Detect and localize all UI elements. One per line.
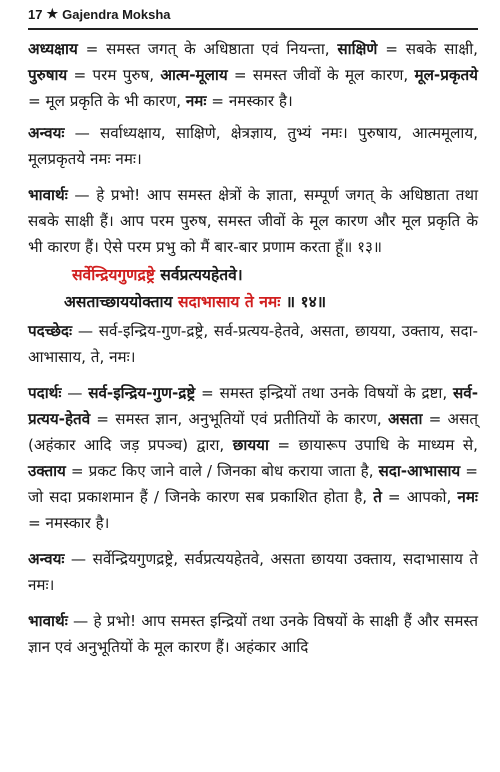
- bhavarth-paragraph-13: [28, 182, 478, 260]
- text-run: —: [61, 384, 89, 402]
- text-run: = समस्त ज्ञान, अनुभूतियों एवं प्रतीतियों के कारण,: [90, 410, 388, 428]
- text-run: — सर्व-इन्द्रिय-गुण-द्रष्ट्रे, सर्व-प्रत्यय-हेतवे, असता, छायया, उक्ताय, सदा-आभासाय, ते, नमः।: [28, 322, 478, 366]
- bold-term: अन्वयः: [28, 124, 65, 142]
- verse-line-1: [28, 262, 478, 289]
- bold-term: असताच्छाययोक्ताय: [64, 293, 178, 311]
- highlighted-verse-text: सर्वेन्द्रियगुणद्रष्ट्रे: [72, 266, 155, 284]
- book-title: Gajendra Moksha: [62, 6, 171, 22]
- text-run: = परम पुरुष,: [67, 66, 161, 84]
- anvaya-paragraph-13: [28, 120, 478, 172]
- bold-term: छायया: [232, 436, 269, 454]
- text-run: = समस्त इन्द्रियों तथा उनके विषयों के द्रष्टा,: [195, 384, 453, 402]
- text-run: = जो सदा प्रकाशमान हैं / जिनके कारण सब प्रकाशित होता है,: [28, 462, 478, 506]
- bold-term: नमः: [185, 92, 207, 110]
- bold-term: अध्यक्षाय: [28, 40, 78, 58]
- bold-term: भावार्थः: [28, 186, 68, 204]
- bold-term: ते: [373, 488, 382, 506]
- text-run: — सर्वेन्द्रियगुणद्रष्ट्रे, सर्वप्रत्ययहेतवे, असता छायया उक्ताय, सदाभासाय ते नमः।: [28, 550, 478, 594]
- bold-term: मूल-प्रकृतये: [414, 66, 478, 84]
- text-run: — हे प्रभो! आप समस्त क्षेत्रों के ज्ञाता, सम्पूर्ण जगत् के अधिष्ठाता तथा सबके साक्षी हैं। आप परम पुरुष, समस्त जीवों के मूल कारण और मूल प्रकृति के भी कारण हैं। ऐसे परम प्रभु को मैं बार-बार प्रणाम करता हूँ॥ १३॥: [28, 186, 478, 256]
- bold-term: साक्षिणे: [337, 40, 378, 58]
- text-run: = आपको,: [381, 488, 458, 506]
- verse-14: [28, 262, 478, 316]
- text-run: = मूल प्रकृति के भी कारण,: [28, 92, 186, 110]
- bold-term: असता: [387, 410, 423, 428]
- text-run: = प्रकट किए जाने वाले / जिनका बोध कराया जाता है,: [65, 462, 379, 480]
- text-run: = नमस्कार है।: [28, 514, 110, 532]
- padarth-paragraph: [28, 380, 478, 536]
- bold-term: पुरुषाय: [28, 66, 68, 84]
- bold-term: सर्वप्रत्ययहेतवे।: [154, 266, 243, 284]
- bhavarth-paragraph-14: [28, 608, 478, 660]
- text-run: = सबके साक्षी,: [377, 40, 478, 58]
- text-run: = नमस्कार है।: [206, 92, 293, 110]
- bold-term: आत्म-मूलाय: [160, 66, 228, 84]
- anvaya-paragraph-14: [28, 546, 478, 598]
- bold-term: पदच्छेदः: [28, 322, 73, 340]
- text-run: = छायारूप उपाधि के माध्यम से,: [268, 436, 478, 454]
- text-run: — सर्वाध्यक्षाय, साक्षिणे, क्षेत्रज्ञाय, तुभ्यं नमः। पुरुषाय, आत्ममूलाय, मूलप्रकृतये नमः नमः।: [28, 124, 478, 168]
- text-run: = समस्त जीवों के मूल कारण,: [227, 66, 415, 84]
- bold-term: पदार्थः: [28, 384, 62, 402]
- bold-term: सर्व-प्रत्यय-हेतवे: [28, 384, 478, 428]
- verse-line-2: [28, 289, 478, 316]
- bold-term: ॥ १४॥: [280, 293, 327, 311]
- highlighted-verse-text: सदाभासाय ते नमः: [177, 293, 281, 311]
- text-run: — हे प्रभो! आप समस्त इन्द्रियों तथा उनके विषयों के साक्षी हैं और समस्त ज्ञान एवं अनुभूतियों के मूल कारण हैं। अहंकार आदि: [28, 612, 478, 656]
- padchhed-paragraph: [28, 318, 478, 370]
- bold-term: सदा-आभासाय: [378, 462, 461, 480]
- text-run: = समस्त जगत् के अधिष्ठाता एवं नियन्ता,: [77, 40, 338, 58]
- bold-term: सर्व-इन्द्रिय-गुण-द्रष्ट्रे: [88, 384, 196, 402]
- page-header: [28, 0, 478, 30]
- bold-term: अन्वयः: [28, 550, 65, 568]
- page-number: 17: [28, 6, 43, 22]
- text-run: = असत् (अहंकार आदि जड़ प्रपञ्च) द्वारा,: [28, 410, 478, 454]
- star-icon: ★: [46, 6, 59, 21]
- bold-term: भावार्थः: [28, 612, 68, 630]
- word-meaning-paragraph-13: [28, 36, 478, 114]
- bold-term: उक्ताय: [28, 462, 66, 480]
- bold-term: नमः: [457, 488, 478, 506]
